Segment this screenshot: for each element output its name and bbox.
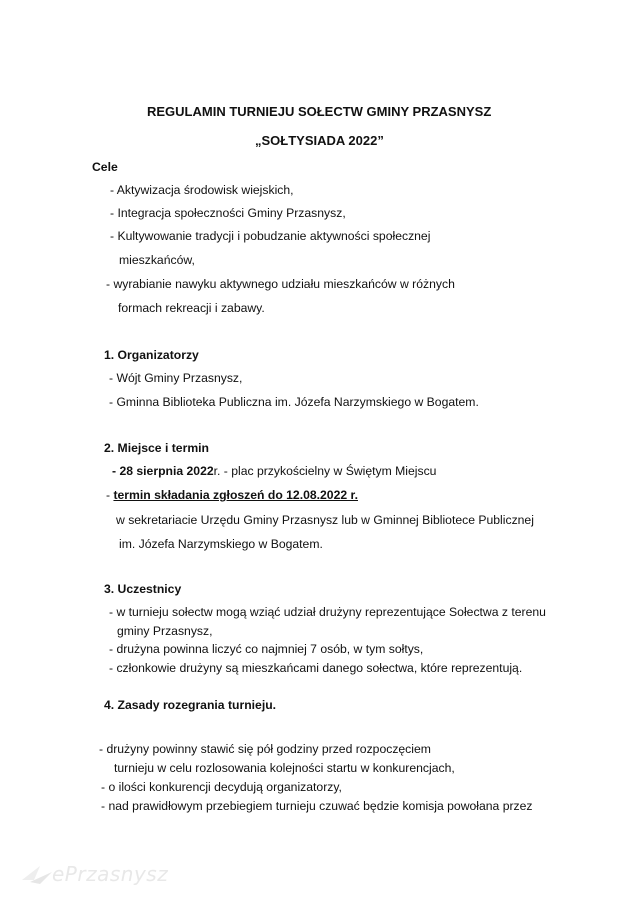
deadline-line xyxy=(106,488,358,502)
goals-heading: Cele xyxy=(92,160,118,174)
goal-item: - Aktywizacja środowisk wiejskich, xyxy=(110,183,294,197)
goal-item: formach rekreacji i zabawy. xyxy=(118,301,265,315)
submission-location: w sekretariacie Urzędu Gminy Przasnysz lub w Gminnej Bibliotece Publicznej xyxy=(116,513,534,527)
goal-item: mieszkańców, xyxy=(119,253,195,267)
rule-item: - nad prawidłowym przebiegiem turnieju czuwać będzie komisja powołana przez xyxy=(101,799,533,813)
section-place-date-heading: 2. Miejsce i termin xyxy=(104,441,209,455)
participant-item: - drużyna powinna liczyć co najmniej 7 osób, w tym sołtys, xyxy=(109,642,424,656)
rule-item: - o ilości konkurencji decydują organizatorzy, xyxy=(101,780,342,794)
participant-item: - w turnieju sołectw mogą wziąć udział drużyny reprezentujące Sołectwa z terenu xyxy=(109,605,546,619)
rule-item: turnieju w celu rozlosowania kolejności startu w konkurencjach, xyxy=(114,761,455,775)
event-date: - 28 sierpnia 2022 xyxy=(112,464,214,478)
event-place: r. - plac przykościelny w Świętym Miejscu xyxy=(213,464,437,478)
participant-item: - członkowie drużyny są mieszkańcami danego sołectwa, które reprezentują. xyxy=(109,661,523,675)
organizer-item: - Gminna Biblioteka Publiczna im. Józefa Narzymskiego w Bogatem. xyxy=(109,395,479,409)
goal-item: - wyrabianie nawyku aktywnego udziału mieszkańców w różnych xyxy=(106,277,455,291)
goal-item: - Kultywowanie tradycji i pobudzanie aktywności społecznej xyxy=(110,229,431,243)
document-title: REGULAMIN TURNIEJU SOŁECTW GMINY PRZASNYSZ xyxy=(147,104,492,119)
organizer-item: - Wójt Gminy Przasnysz, xyxy=(109,371,243,385)
goal-item: - Integracja społeczności Gminy Przasnysz, xyxy=(110,206,346,220)
participant-item: gminy Przasnysz, xyxy=(117,624,213,638)
document-subtitle: „SOŁTYSIADA 2022” xyxy=(255,133,384,148)
deadline-text: termin składania zgłoszeń do 12.08.2022 r. xyxy=(113,488,358,502)
section-participants-heading: 3. Uczestnicy xyxy=(104,582,182,596)
rule-item: - drużyny powinny stawić się pół godziny przed rozpoczęciem xyxy=(99,742,431,756)
deadline-dash: - xyxy=(106,488,114,502)
watermark-text: ePrzasnysz xyxy=(52,862,169,886)
section-rules-heading: 4. Zasady rozegrania turnieju. xyxy=(104,698,277,712)
submission-location-cont: im. Józefa Narzymskiego w Bogatem. xyxy=(119,537,323,551)
section-organizers-heading: 1. Organizatorzy xyxy=(104,348,199,362)
event-date-line xyxy=(112,464,436,478)
